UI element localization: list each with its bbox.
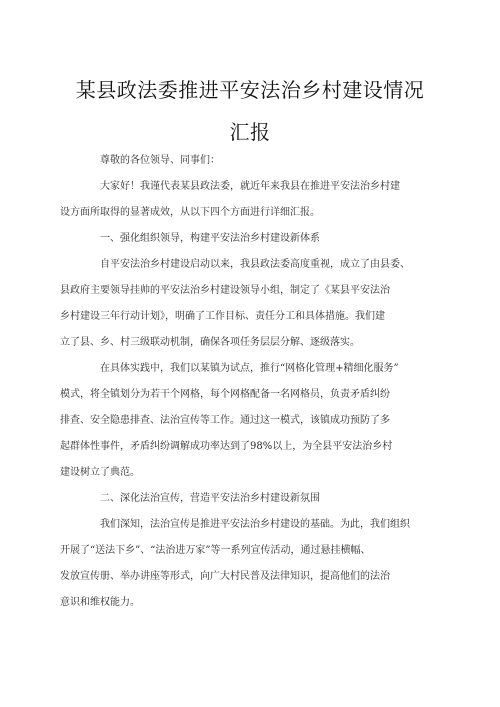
body-line: 起群体性事件，矛盾纠纷调解成功率达到了98%以上，为全县平安法治乡村 — [60, 441, 393, 452]
document-title-line-1: 某县政法委推进平安法治乡村建设情况 — [75, 78, 425, 102]
body-line: 二、深化法治宣传，营造平安法治乡村建设新氛围 — [100, 493, 320, 504]
body-line: 模式，将全镇划分为若干个网格，每个网格配备一名网格员，负责矛盾纠纷 — [60, 389, 390, 400]
body-line: 一、强化组织领导，构建平安法治乡村建设新体系 — [100, 233, 320, 244]
body-line: 乡村建设三年行动计划》，明确了工作目标、责任分工和具体措施。我们建 — [60, 311, 385, 322]
body-line: 设方面所取得的显著成效，从以下四个方面进行详细汇报。 — [60, 207, 320, 218]
body-line: 大家好！我谨代表某县政法委，就近年来我县在推进平安法治乡村建 — [100, 181, 400, 192]
body-line: 发放宣传册、举办讲座等形式，向广大村民普及法律知识，提高他们的法治 — [60, 571, 390, 582]
body-line: 开展了“送法下乡”、“法治进万家”等一系列宣传活动，通过悬挂横幅、 — [60, 545, 371, 556]
body-line: 排查、安全隐患排查、法治宣传等工作。通过这一模式，该镇成功预防了多 — [60, 415, 390, 426]
body-line: 尊敬的各位领导、同事们： — [100, 155, 220, 166]
body-line: 建设树立了典范。 — [60, 467, 140, 478]
document-title-line-2: 汇报 — [229, 120, 271, 144]
body-line: 意识和维权能力。 — [60, 597, 140, 608]
body-line: 县政府主要领导挂帅的平安法治乡村建设领导小组，制定了《某县平安法治 — [60, 285, 390, 296]
document-body — [60, 148, 440, 616]
body-line: 我们深知，法治宣传是推进平安法治乡村建设的基础。为此，我们组织 — [100, 519, 410, 530]
body-line: 自平安法治乡村建设启动以来，我县政法委高度重视，成立了由县委、 — [100, 259, 410, 270]
body-line: 在具体实践中，我们以某镇为试点，推行“网格化管理+精细化服务” — [100, 363, 399, 374]
body-line: 立了县、乡、村三级联动机制，确保各项任务层层分解、逐级落实。 — [60, 337, 360, 348]
